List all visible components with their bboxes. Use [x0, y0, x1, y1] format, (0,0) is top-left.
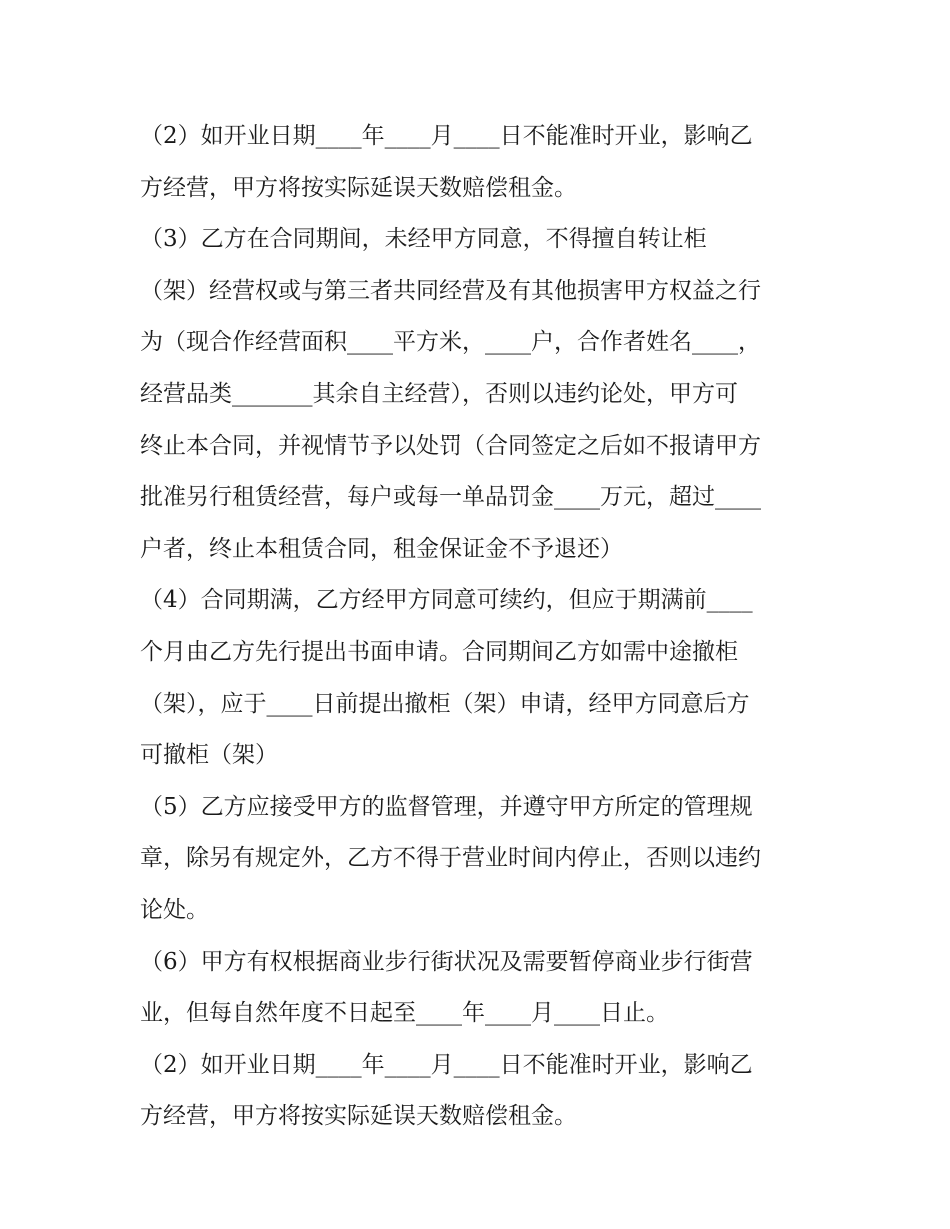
- document-body: [140, 111, 820, 1143]
- text-line: （2）如开业日期____年____月____日不能准时开业，影响乙: [140, 123, 753, 149]
- text-line: 论处。: [140, 896, 209, 923]
- text-line: （4）合同期满，乙方经甲方同意可续约，但应于期满前____: [140, 587, 753, 614]
- text-line: 章，除另有规定外，乙方不得于营业时间内停止，否则以违约: [140, 845, 761, 872]
- text-line: 业，但每自然年度不日起至____年____月____日止。: [140, 1000, 669, 1027]
- text-line: （架），应于____日前提出撤柜（架）申请，经甲方同意后方: [140, 690, 750, 717]
- text-line: （5）乙方应接受甲方的监督管理，并遵守甲方所定的管理规: [140, 793, 753, 820]
- text-line: （2）如开业日期____年____月____日不能准时开业，影响乙: [140, 1051, 753, 1078]
- text-line: 户者，终止本租赁合同，租金保证金不予退还）: [140, 535, 623, 562]
- text-line: 经营品类_______其余自主经营），否则以违约论处，甲方可: [140, 380, 738, 407]
- text-line: （3）乙方在合同期间，未经甲方同意，不得擅自转让柜: [140, 226, 707, 253]
- text-line: 终止本合同，并视情节予以处罚（合同签定之后如不报请甲方: [140, 432, 761, 459]
- text-line: 方经营，甲方将按实际延误天数赔偿租金。: [140, 1103, 577, 1130]
- text-line: （架）经营权或与第三者共同经营及有其他损害甲方权益之行: [140, 277, 761, 304]
- text-line: 批准另行租赁经营，每户或每一单品罚金____万元，超过____: [140, 484, 761, 511]
- text-line: 可撤柜（架）: [140, 742, 278, 769]
- text-line: （6）甲方有权根据商业步行街状况及需要暂停商业步行街营: [140, 948, 753, 975]
- text-line: 方经营，甲方将按实际延误天数赔偿租金。: [140, 174, 577, 201]
- text-line: 为（现合作经营面积____平方米，____户，合作者姓名____，: [140, 329, 761, 356]
- text-line: 个月由乙方先行提出书面申请。合同期间乙方如需中途撤柜: [140, 638, 738, 665]
